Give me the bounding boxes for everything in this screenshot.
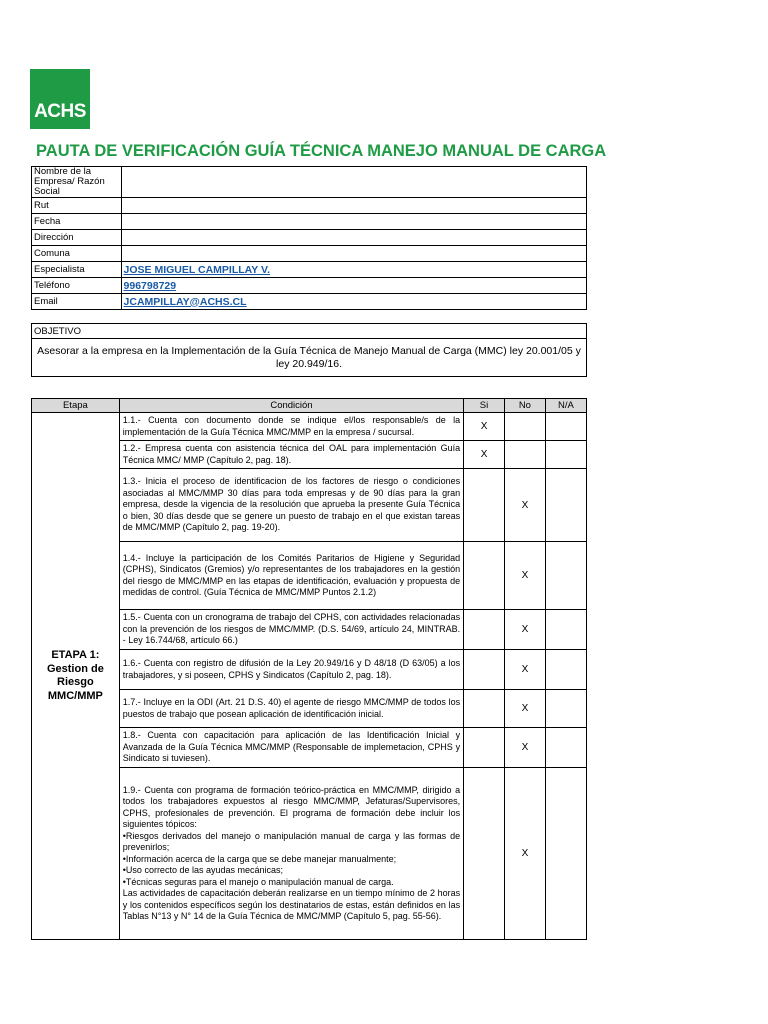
- na-cell[interactable]: [545, 441, 586, 469]
- email-value: [121, 294, 586, 310]
- objetivo-text: Asesorar a la empresa en la Implementación de la Guía Técnica de Manejo Manual de Carga (MMC) ley 20.001/05 y ley 20.949/16.: [32, 339, 587, 377]
- condition-1-6: 1.6.- Cuenta con registro de difusión de la Ley 20.949/16 y D 48/18 (D 63/05) a los trabajadores, y si poseen, CPHS y Sindicatos (Capítulo 2, pag. 18).: [119, 650, 463, 690]
- condition-1-9-bullet: •Uso correcto de las ayudas mecánicas;: [122, 865, 284, 875]
- condition-1-9-outro: Las actividades de capacitación deberán realizarse en un tiempo mínimo de 2 horas y los contenidos específicos según los destinatarios de estas, están definidos en las Tablas N°13 y N° 14 de la Guía Técnica de MMC/MMP (Capítulo 5, pag. 55-56).: [122, 888, 461, 921]
- spacer-row: [32, 310, 587, 324]
- comuna-label: Comuna: [32, 246, 122, 262]
- na-cell[interactable]: [545, 413, 586, 441]
- na-cell[interactable]: [545, 542, 586, 610]
- condition-1-2: 1.2.- Empresa cuenta con asistencia técnica del OAL para implementación Guía Técnica MMC/ MMP (Capítulo 2, pag. 18).: [119, 441, 463, 469]
- telefono-value: [121, 278, 586, 294]
- header-condicion: Condición: [119, 399, 463, 413]
- direccion-value[interactable]: [121, 230, 586, 246]
- no-cell[interactable]: X: [504, 768, 545, 940]
- condition-1-7: 1.7.- Incluye en la ODI (Art. 21 D.S. 40) el agente de riesgo MMC/MMP de todos los puestos de trabajo que posean aplicación de identificación inicial.: [119, 690, 463, 728]
- especialista-value: [121, 262, 586, 278]
- si-cell[interactable]: [464, 542, 505, 610]
- checklist-table: [31, 398, 587, 940]
- email-label: Email: [32, 294, 122, 310]
- condition-1-9: [119, 768, 463, 940]
- logo-text: ACHS: [34, 101, 86, 122]
- condition-1-9-bullet: •Riesgos derivados del manejo o manipulación manual de carga y las formas de prevenirlos;: [122, 830, 461, 852]
- direccion-label: Dirección: [32, 230, 122, 246]
- no-cell[interactable]: X: [504, 469, 545, 542]
- si-cell[interactable]: [464, 650, 505, 690]
- na-cell[interactable]: [545, 690, 586, 728]
- si-cell[interactable]: [464, 768, 505, 940]
- no-cell[interactable]: X: [504, 610, 545, 650]
- condition-1-4: 1.4.- Incluye la participación de los Comités Paritarios de Higiene y Seguridad (CPHS), Sindicatos (Gremios) y/o representantes de los trabajadores en la gestión del riesgo de MMC/MMP en las etapas de identificación, evaluación y propuesta de medidas de control. (Guía Técnica de MMC/MMP Puntos 2.1.2): [119, 542, 463, 610]
- telefono-label: Teléfono: [32, 278, 122, 294]
- si-cell[interactable]: [464, 469, 505, 542]
- condition-1-3: 1.3.- Inicia el proceso de identificacion de los factores de riesgo o condiciones asociadas al MMC/MMP 30 días para toda empresas y de 90 días para la gran empresa, desde la vigencia de la resolución que aprueba la presente Guía Técnica o bien, 30 días desde que se genere un puesto de trabajo en el que existan tareas de MMC/MMP (Capítulo 2, pag. 19-20).: [119, 469, 463, 542]
- na-cell[interactable]: [545, 650, 586, 690]
- header-no: No: [504, 399, 545, 413]
- na-cell[interactable]: [545, 610, 586, 650]
- na-cell[interactable]: [545, 728, 586, 768]
- condition-1-8: 1.8.- Cuenta con capacitación para aplicación de las Identificación Inicial y Avanzada de la Guía Técnica MMC/MMP (Responsable de implemetacion, CPHS y Sindicato si tuviesen).: [119, 728, 463, 768]
- condition-1-9-bullet: •Técnicas seguras para el manejo o manipulación manual de carga.: [122, 876, 394, 887]
- na-cell[interactable]: [545, 768, 586, 940]
- no-cell[interactable]: [504, 413, 545, 441]
- empresa-value[interactable]: [121, 167, 586, 198]
- condition-1-9-intro: 1.9.- Cuenta con programa de formación teórico-práctica en MMC/MMP, dirigido a todos los trabajadores expuestos al riesgo MMC/MMP, Jefaturas/Supervisores, CPHS, profesionales de prevención. El programa de formación debe incluir los siguientes tópicos:: [122, 784, 461, 829]
- si-cell[interactable]: [464, 690, 505, 728]
- si-cell[interactable]: X: [464, 441, 505, 469]
- comuna-value[interactable]: [121, 246, 586, 262]
- fecha-label: Fecha: [32, 214, 122, 230]
- telefono-link[interactable]: 996798729: [123, 279, 177, 292]
- condition-1-9-bullet: •Información acerca de la carga que se debe manejar manualmente;: [122, 853, 397, 864]
- no-cell[interactable]: X: [504, 650, 545, 690]
- email-link[interactable]: JCAMPILLAY@ACHS.CL: [123, 295, 247, 308]
- header-na: N/A: [545, 399, 586, 413]
- page-title: PAUTA DE VERIFICACIÓN GUÍA TÉCNICA MANEJO MANUAL DE CARGA: [36, 142, 607, 160]
- empresa-label: Nombre de la Empresa/ Razón Social: [32, 167, 122, 198]
- si-cell[interactable]: [464, 610, 505, 650]
- etapa-label: ETAPA 1: Gestion de Riesgo MMC/MMP: [32, 413, 120, 940]
- company-info-table: [31, 166, 587, 377]
- header-etapa: Etapa: [32, 399, 120, 413]
- si-cell[interactable]: [464, 728, 505, 768]
- fecha-value[interactable]: [121, 214, 586, 230]
- rut-label: Rut: [32, 198, 122, 214]
- no-cell[interactable]: X: [504, 690, 545, 728]
- no-cell[interactable]: [504, 441, 545, 469]
- si-cell[interactable]: X: [464, 413, 505, 441]
- condition-1-5: 1.5.- Cuenta con un cronograma de trabajo del CPHS, con actividades relacionadas con la prevención de los riesgos de MMC/MMP. (D.S. 54/69, artículo 24, MINTRAB. - Ley 16.744/68, artículo 66.): [119, 610, 463, 650]
- na-cell[interactable]: [545, 469, 586, 542]
- header-si: Si: [464, 399, 505, 413]
- rut-value[interactable]: [121, 198, 586, 214]
- no-cell[interactable]: X: [504, 728, 545, 768]
- objetivo-label: OBJETIVO: [32, 324, 587, 339]
- especialista-link[interactable]: JOSE MIGUEL CAMPILLAY V.: [123, 263, 270, 276]
- achs-logo: [30, 69, 90, 129]
- especialista-label: Especialista: [32, 262, 122, 278]
- no-cell[interactable]: X: [504, 542, 545, 610]
- condition-1-1: 1.1.- Cuenta con documento donde se indique el/los responsable/s de la implementación de la Guía Técnica MMC/MMP en la empresa / sucursal.: [119, 413, 463, 441]
